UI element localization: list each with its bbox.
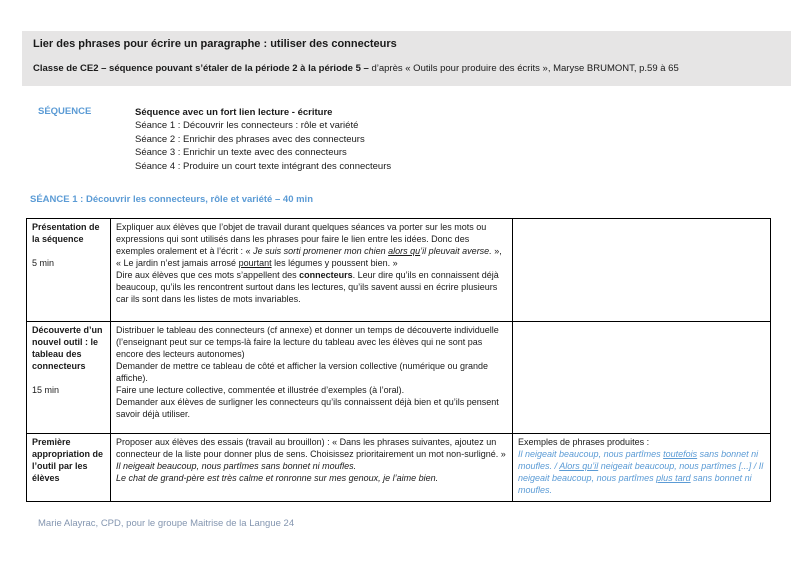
phase-title: Première appropriation de l’outil par les élèves xyxy=(32,437,104,483)
paragraph xyxy=(116,396,507,420)
paragraph xyxy=(116,460,507,472)
text-run: ’il pleuvait averse. xyxy=(420,246,492,256)
text-run: Demander de mettre ce tableau de côté et afficher la version collective (numérique ou grande affiche). xyxy=(116,361,489,383)
examples-cell xyxy=(513,219,771,322)
paragraph xyxy=(518,448,765,496)
text-run: Exemples de phrases produites : xyxy=(518,437,650,447)
text-run: sans bonnet ni moufles. / xyxy=(518,449,759,471)
sequence-label: SÉQUENCE xyxy=(38,106,92,117)
text-run: alors qu xyxy=(388,246,421,256)
sequence-outline xyxy=(135,106,391,173)
paragraph xyxy=(518,436,765,448)
paragraph xyxy=(116,360,507,384)
text-run: Il neigeait beaucoup, nous partîmes sans bonnet ni moufles. xyxy=(116,461,357,471)
text-run: plus tard xyxy=(656,473,691,483)
footer-author-credit: Marie Alayrac, CPD, pour le groupe Maitrise de la Langue 24 xyxy=(38,518,295,529)
table-row-appropriation xyxy=(27,434,771,502)
phase-duration: 5 min xyxy=(32,258,55,268)
paragraph xyxy=(116,324,507,360)
instructions-cell xyxy=(111,219,513,322)
document-subtitle xyxy=(33,63,780,74)
paragraph xyxy=(116,269,507,305)
text-run: neigeait beaucoup, nous partîmes [...] / Il neigeait beaucoup, nous partîmes xyxy=(518,461,764,483)
text-run: connecteurs xyxy=(299,270,353,280)
text-run: Le chat de grand-père est très calme et ronronne sur mes genoux, je l’aime bien. xyxy=(116,473,439,483)
paragraph xyxy=(116,384,507,396)
instructions-cell xyxy=(111,322,513,434)
text-run: Demander aux élèves de surligner les connecteurs qu’ils connaissent déjà bien et qu’ils pensent savoir déjà utiliser. xyxy=(116,397,499,419)
instructions-cell xyxy=(111,434,513,502)
sequence-item-1: Séance 1 : Découvrir les connecteurs : rôle et variété xyxy=(135,120,359,132)
sequence-heading: Séquence avec un fort lien lecture - écriture xyxy=(135,107,333,118)
text-run: Je suis sorti promener mon chien xyxy=(253,246,389,256)
text-run: Proposer aux élèves des essais (travail au brouillon) : « Dans les phrases suivantes, ajoutez un connecteur de la liste pour donner plus de sens. Choisissez prioritairement un mot non-surligné. » xyxy=(116,437,506,459)
text-run: Il neigeait beaucoup, nous partîmes xyxy=(518,449,664,459)
text-run: », « Le jardin n’est jamais arrosé xyxy=(116,246,502,268)
text-run: Alors qu’il xyxy=(559,461,599,471)
document-title: Lier des phrases pour écrire un paragraphe : utiliser des connecteurs xyxy=(33,38,397,50)
phase-cell xyxy=(27,434,111,502)
table-row-decouverte xyxy=(27,322,771,434)
text-run: pourtant xyxy=(238,258,272,268)
text-run: Expliquer aux élèves que l’objet de travail durant quelques séances va porter sur les mots ou expressions qui sont utilisés dans les phrases pour faire le lien entre les idées. Donc des exemples oralement et à l’écrit : « xyxy=(116,222,487,256)
sequence-item-2: Séance 2 : Enrichir des phrases avec des connecteurs xyxy=(135,133,365,145)
paragraph xyxy=(116,221,507,269)
examples-cell xyxy=(513,322,771,434)
text-run: . Leur dire qu’ils en connaissent déjà beaucoup, qu’ils les rencontrent surtout dans les lectures, qu’ils savent aussi en écrire plusieurs car ils sont dans les listes de mots invariables. xyxy=(116,270,499,304)
paragraph xyxy=(116,472,507,484)
lesson-plan-table xyxy=(26,218,771,502)
examples-cell xyxy=(513,434,771,502)
header-banner xyxy=(22,31,791,86)
table-row-presentation xyxy=(27,219,771,322)
text-run: sans bonnet ni moufles. xyxy=(518,473,752,495)
subtitle-class-level: Classe de CE2 – séquence pouvant s’étaler de la période 2 à la période 5 – xyxy=(33,63,372,74)
text-run: les légumes y poussent bien. » xyxy=(271,258,398,268)
seance1-heading: SÉANCE 1 : Découvrir les connecteurs, rôle et variété – 40 min xyxy=(30,194,314,205)
sequence-item-3: Séance 3 : Enrichir un texte avec des connecteurs xyxy=(135,147,347,159)
phase-duration: 15 min xyxy=(32,385,60,395)
text-run: Dire aux élèves que ces mots s’appellent des xyxy=(116,270,300,280)
phase-title: Découverte d’un nouvel outil : le tableau des connecteurs xyxy=(32,325,103,371)
phase-title: Présentation de la séquence xyxy=(32,222,100,244)
phase-cell xyxy=(27,322,111,434)
text-run: Faire une lecture collective, commentée et illustrée d’exemples (à l’oral). xyxy=(116,385,405,395)
sequence-item-4: Séance 4 : Produire un court texte intégrant des connecteurs xyxy=(135,160,392,172)
phase-cell xyxy=(27,219,111,322)
paragraph xyxy=(116,436,507,460)
text-run: Distribuer le tableau des connecteurs (cf annexe) et donner un temps de découverte individuelle (l’enseignant peut sur ce temps-là faire la lecture du tableau avec les élèves qui ne sont pas encore des lecteurs autonomes) xyxy=(116,325,499,359)
subtitle-source-reference: d’après « Outils pour produire des écrits », Maryse BRUMONT, p.59 à 65 xyxy=(371,63,679,74)
text-run: toutefois xyxy=(663,449,698,459)
